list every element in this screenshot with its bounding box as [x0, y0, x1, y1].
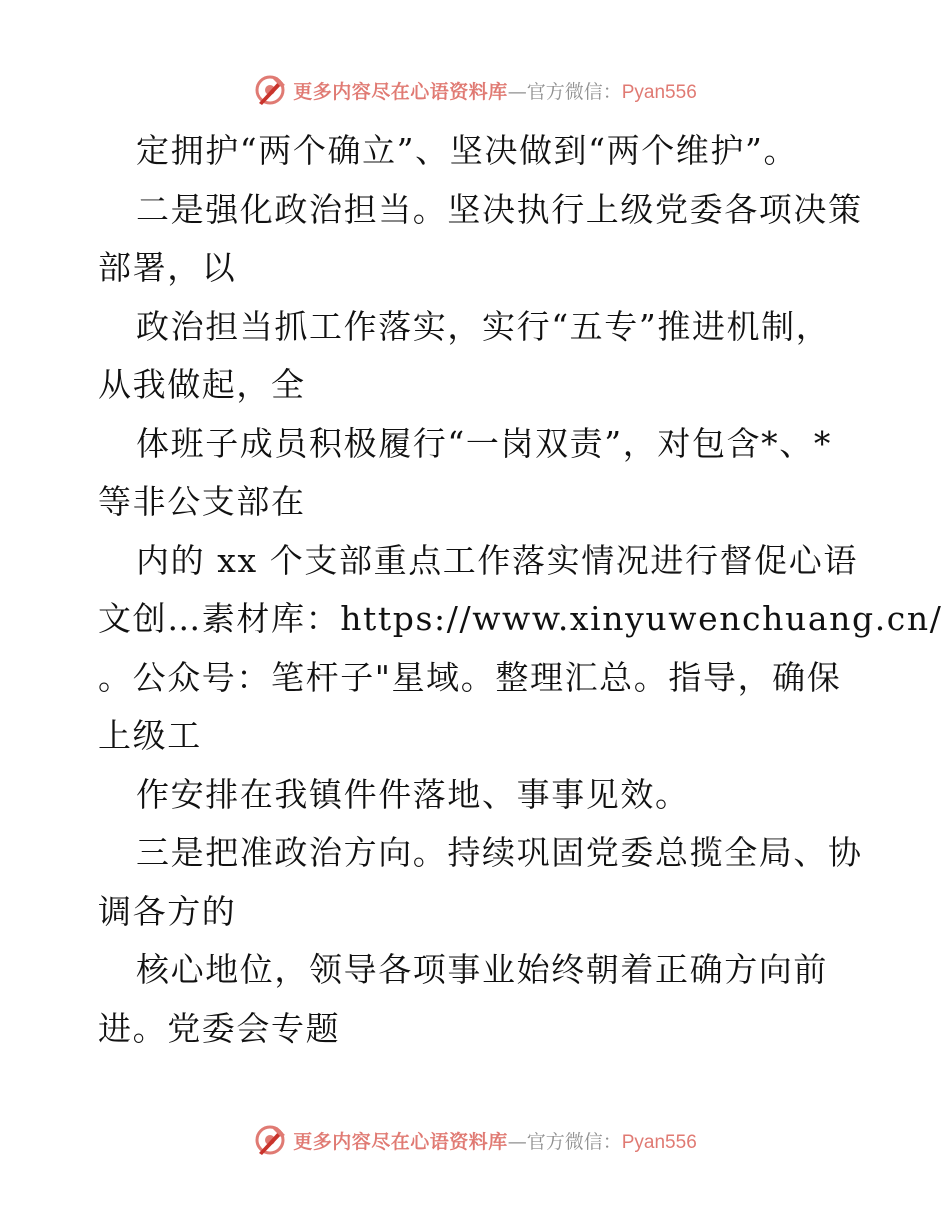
- text-line: 文创…素材库：https://www.xinyuwenchuang.cn/: [98, 599, 943, 638]
- text-line: 等非公支部在: [98, 482, 306, 521]
- text-line: 部署，以: [98, 248, 237, 287]
- text-line: 政治担当抓工作落实，实行“五专”推进机制，: [136, 306, 831, 346]
- promo-text: 更多内容尽在心语资料库: [293, 80, 508, 103]
- text-line: 调各方的: [98, 891, 237, 931]
- official-label: —官方微信：: [507, 1130, 622, 1153]
- banner-text: [293, 77, 697, 104]
- banner-text: [293, 1127, 697, 1154]
- text-line: 作安排在我镇件件落地、事事见效。: [136, 774, 690, 814]
- official-label: —官方微信：: [507, 80, 622, 103]
- wechat-id: Pyan556: [621, 81, 697, 103]
- text-line: 体班子成员积极履行“一岗双责”，对包含*、*: [136, 423, 832, 463]
- header-banner: [0, 70, 950, 110]
- wechat-id: Pyan556: [621, 1131, 697, 1153]
- footer-banner: [0, 1120, 950, 1160]
- text-line: 上级工: [98, 716, 202, 755]
- text-line: 从我做起，全: [98, 365, 306, 404]
- document-body: [98, 122, 943, 1058]
- text-line: 进。党委会专题: [98, 1008, 341, 1048]
- text-line: 内的 xx 个支部重点工作落实情况进行督促心语: [136, 540, 859, 580]
- text-line: 三是把准政治方向。持续巩固党委总揽全局、协: [136, 833, 863, 872]
- text-line: 。公众号：笔杆子"星域。整理汇总。指导，确保: [98, 657, 842, 697]
- text-line: 定拥护“两个确立”、坚决做到“两个维护”。: [136, 131, 799, 170]
- text-line: 二是强化政治担当。坚决执行上级党委各项决策: [136, 189, 863, 229]
- quill-logo-icon: [253, 73, 287, 107]
- text-line: 核心地位，领导各项事业始终朝着正确方向前: [136, 950, 828, 989]
- quill-logo-icon: [253, 1123, 287, 1157]
- promo-text: 更多内容尽在心语资料库: [293, 1130, 508, 1153]
